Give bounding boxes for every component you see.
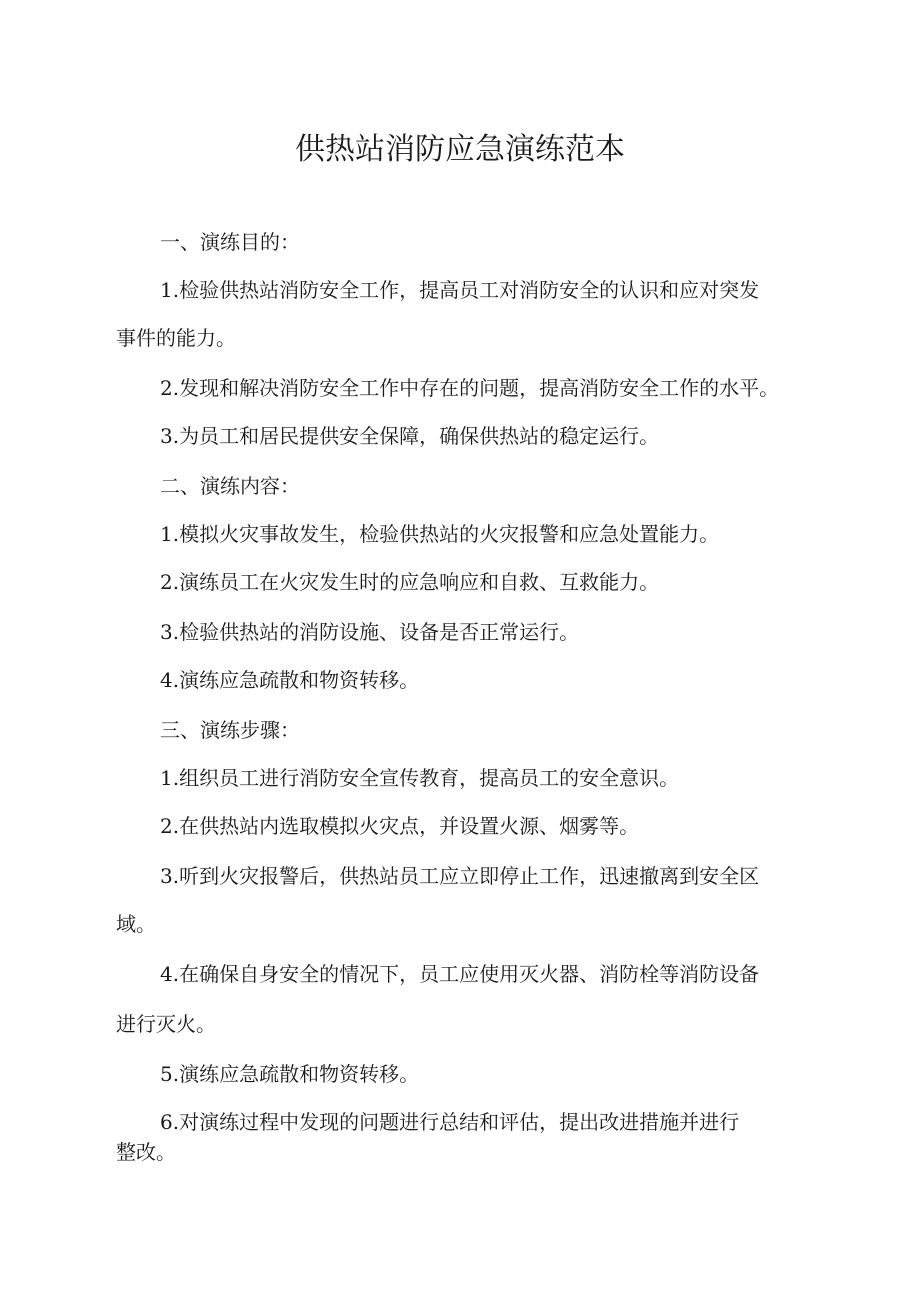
paragraph-line: 1.组织员工进行消防安全宣传教育，提高员工的安全意识。 <box>160 766 680 790</box>
paragraph-line: 5.演练应急疏散和物资转移。 <box>160 1062 420 1086</box>
paragraph-line: 6.对演练过程中发现的问题进行总结和评估，提出改进措施并进行 <box>160 1110 740 1134</box>
paragraph-line: 2.在供热站内选取模拟火灾点，并设置火源、烟雾等。 <box>160 814 640 838</box>
paragraph-line: 进行灭火。 <box>116 1012 216 1036</box>
paragraph-line: 4.演练应急疏散和物资转移。 <box>160 668 420 692</box>
document-title: 供热站消防应急演练范本 <box>295 132 625 167</box>
paragraph-line: 域。 <box>116 912 156 936</box>
paragraph-line: 事件的能力。 <box>116 326 236 350</box>
section-heading-purpose: 一、演练目的： <box>160 230 300 254</box>
paragraph-line: 3.检验供热站的消防设施、设备是否正常运行。 <box>160 620 580 644</box>
paragraph-line: 3.听到火灾报警后，供热站员工应立即停止工作，迅速撤离到安全区 <box>160 864 760 888</box>
paragraph-line: 整改。 <box>116 1140 176 1164</box>
paragraph-line: 2.发现和解决消防安全工作中存在的问题，提高消防安全工作的水平。 <box>160 376 780 400</box>
paragraph-line: 3.为员工和居民提供安全保障，确保供热站的稳定运行。 <box>160 424 660 448</box>
paragraph-line: 1.检验供热站消防安全工作，提高员工对消防安全的认识和应对突发 <box>160 278 760 302</box>
section-heading-content: 二、演练内容： <box>160 474 300 498</box>
paragraph-line: 1.模拟火灾事故发生，检验供热站的火灾报警和应急处置能力。 <box>160 522 720 546</box>
paragraph-line: 2.演练员工在火灾发生时的应急响应和自救、互救能力。 <box>160 570 660 594</box>
paragraph-line: 4.在确保自身安全的情况下，员工应使用灭火器、消防栓等消防设备 <box>160 962 760 986</box>
section-heading-steps: 三、演练步骤： <box>160 718 300 742</box>
